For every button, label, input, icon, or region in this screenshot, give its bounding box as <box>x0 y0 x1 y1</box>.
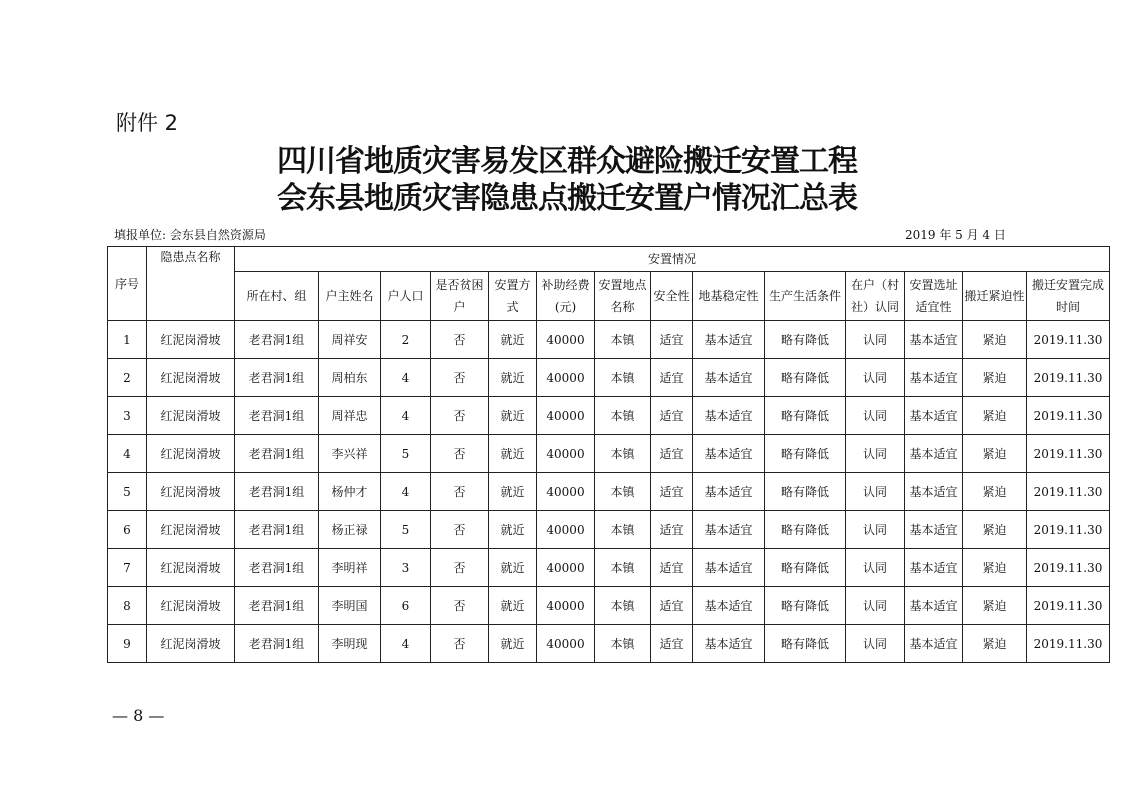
table-row <box>108 359 1110 397</box>
table-cell: 红泥岗滑坡 <box>147 435 235 473</box>
table-cell: 6 <box>108 511 147 549</box>
table-cell: 就近 <box>489 359 537 397</box>
table-cell: 紧迫 <box>963 549 1027 587</box>
table-cell: 2019.11.30 <box>1027 359 1110 397</box>
table-cell: 杨仲才 <box>319 473 381 511</box>
table-cell: 基本适宜 <box>905 321 963 359</box>
table-cell: 2019.11.30 <box>1027 435 1110 473</box>
table-cell: 认同 <box>846 397 905 435</box>
table-cell: 老君洞1组 <box>235 625 319 663</box>
table-cell: 适宜 <box>651 359 693 397</box>
table-cell: 基本适宜 <box>693 435 765 473</box>
subheader-cell: 搬迁紧迫性 <box>963 272 1027 321</box>
table-cell: 否 <box>431 397 489 435</box>
table-cell: 4 <box>108 435 147 473</box>
table-cell: 老君洞1组 <box>235 397 319 435</box>
table-cell: 认同 <box>846 473 905 511</box>
table-cell: 适宜 <box>651 321 693 359</box>
table-cell: 8 <box>108 587 147 625</box>
table-cell: 就近 <box>489 397 537 435</box>
table-row <box>108 511 1110 549</box>
table-cell: 2019.11.30 <box>1027 587 1110 625</box>
table-cell: 李明国 <box>319 587 381 625</box>
table-row <box>108 549 1110 587</box>
table-cell: 4 <box>381 625 431 663</box>
table-row <box>108 435 1110 473</box>
subheader-cell: 是否贫困户 <box>431 272 489 321</box>
table-cell: 老君洞1组 <box>235 511 319 549</box>
table-cell: 认同 <box>846 511 905 549</box>
table-cell: 略有降低 <box>765 359 846 397</box>
table-cell: 否 <box>431 587 489 625</box>
subheader-cell: 安全性 <box>651 272 693 321</box>
table-cell: 1 <box>108 321 147 359</box>
table-cell: 2019.11.30 <box>1027 473 1110 511</box>
table-cell: 3 <box>108 397 147 435</box>
table-cell: 老君洞1组 <box>235 473 319 511</box>
table-cell: 认同 <box>846 359 905 397</box>
table-cell: 5 <box>381 435 431 473</box>
table-cell: 2 <box>108 359 147 397</box>
table-cell: 7 <box>108 549 147 587</box>
table-cell: 适宜 <box>651 625 693 663</box>
table-cell: 老君洞1组 <box>235 435 319 473</box>
table-cell: 基本适宜 <box>693 511 765 549</box>
table-row <box>108 625 1110 663</box>
table-cell: 就近 <box>489 511 537 549</box>
table-cell: 基本适宜 <box>905 473 963 511</box>
table-cell: 基本适宜 <box>693 321 765 359</box>
table-cell: 40000 <box>537 587 595 625</box>
table-cell: 本镇 <box>595 549 651 587</box>
table-cell: 否 <box>431 359 489 397</box>
subheader-cell: 户人口 <box>381 272 431 321</box>
subheader-cell: 安置方式 <box>489 272 537 321</box>
table-cell: 基本适宜 <box>905 435 963 473</box>
table-cell: 2019.11.30 <box>1027 321 1110 359</box>
table-cell: 2019.11.30 <box>1027 511 1110 549</box>
table-cell: 略有降低 <box>765 549 846 587</box>
table-cell: 4 <box>381 397 431 435</box>
table-cell: 红泥岗滑坡 <box>147 625 235 663</box>
table-cell: 认同 <box>846 321 905 359</box>
header-group: 安置情况 <box>235 247 1110 272</box>
table-cell: 基本适宜 <box>905 511 963 549</box>
table-cell: 2019.11.30 <box>1027 397 1110 435</box>
table-cell: 2019.11.30 <box>1027 549 1110 587</box>
table-cell: 适宜 <box>651 511 693 549</box>
table-cell: 红泥岗滑坡 <box>147 359 235 397</box>
attachment-label: 附件 2 <box>116 111 179 135</box>
table-cell: 适宜 <box>651 587 693 625</box>
table-cell: 认同 <box>846 549 905 587</box>
header-row-1 <box>108 247 1110 272</box>
table-cell: 认同 <box>846 625 905 663</box>
table-cell: 基本适宜 <box>905 549 963 587</box>
table-cell: 基本适宜 <box>693 397 765 435</box>
table-cell: 基本适宜 <box>905 625 963 663</box>
table-cell: 就近 <box>489 549 537 587</box>
table-cell: 略有降低 <box>765 321 846 359</box>
table-cell: 本镇 <box>595 473 651 511</box>
table-cell: 基本适宜 <box>693 549 765 587</box>
subheader-cell: 户主姓名 <box>319 272 381 321</box>
table-cell: 略有降低 <box>765 397 846 435</box>
subheader-cell: 生产生活条件 <box>765 272 846 321</box>
table-cell: 基本适宜 <box>693 625 765 663</box>
table-cell: 否 <box>431 511 489 549</box>
table-cell: 适宜 <box>651 473 693 511</box>
table-row <box>108 473 1110 511</box>
table-cell: 周祥安 <box>319 321 381 359</box>
table-cell: 认同 <box>846 587 905 625</box>
table-cell: 3 <box>381 549 431 587</box>
table-cell: 红泥岗滑坡 <box>147 397 235 435</box>
subheader-cell: 在户（村社）认同 <box>846 272 905 321</box>
table-cell: 否 <box>431 549 489 587</box>
table-cell: 40000 <box>537 397 595 435</box>
table-cell: 4 <box>381 473 431 511</box>
table-cell: 紧迫 <box>963 397 1027 435</box>
table-cell: 老君洞1组 <box>235 549 319 587</box>
subheader-cell: 搬迁安置完成时间 <box>1027 272 1110 321</box>
table-cell: 就近 <box>489 435 537 473</box>
table-row <box>108 321 1110 359</box>
table-cell: 李明祥 <box>319 549 381 587</box>
table-cell: 本镇 <box>595 625 651 663</box>
table-cell: 紧迫 <box>963 511 1027 549</box>
table-cell: 否 <box>431 321 489 359</box>
table-cell: 周柏东 <box>319 359 381 397</box>
table-cell: 红泥岗滑坡 <box>147 511 235 549</box>
table-cell: 2019.11.30 <box>1027 625 1110 663</box>
table-cell: 否 <box>431 625 489 663</box>
table-cell: 40000 <box>537 435 595 473</box>
table-cell: 9 <box>108 625 147 663</box>
table-cell: 红泥岗滑坡 <box>147 321 235 359</box>
table-cell: 略有降低 <box>765 587 846 625</box>
document-title-line2: 会东县地质灾害隐患点搬迁安置户情况汇总表 <box>277 181 857 216</box>
table-cell: 本镇 <box>595 321 651 359</box>
table-cell: 略有降低 <box>765 473 846 511</box>
table-cell: 5 <box>381 511 431 549</box>
table-cell: 紧迫 <box>963 359 1027 397</box>
table-row <box>108 397 1110 435</box>
table-cell: 40000 <box>537 473 595 511</box>
page-number: — 8 — <box>112 706 165 725</box>
table-cell: 略有降低 <box>765 511 846 549</box>
table-cell: 杨正禄 <box>319 511 381 549</box>
table-cell: 适宜 <box>651 397 693 435</box>
table-cell: 老君洞1组 <box>235 321 319 359</box>
table-cell: 40000 <box>537 321 595 359</box>
subheader-cell: 安置地点名称 <box>595 272 651 321</box>
table-cell: 40000 <box>537 511 595 549</box>
table-cell: 红泥岗滑坡 <box>147 549 235 587</box>
table-cell: 红泥岗滑坡 <box>147 473 235 511</box>
table-cell: 否 <box>431 435 489 473</box>
table-cell: 基本适宜 <box>905 359 963 397</box>
header-index: 序号 <box>108 247 147 321</box>
table-cell: 否 <box>431 473 489 511</box>
table-cell: 本镇 <box>595 511 651 549</box>
table-cell: 就近 <box>489 473 537 511</box>
header-site: 隐患点名称 <box>147 247 235 321</box>
subheader-cell: 安置选址适宜性 <box>905 272 963 321</box>
table-cell: 6 <box>381 587 431 625</box>
table-cell: 老君洞1组 <box>235 359 319 397</box>
table-cell: 基本适宜 <box>905 397 963 435</box>
filing-unit: 填报单位: 会东县自然资源局 <box>114 228 266 242</box>
table-cell: 略有降低 <box>765 435 846 473</box>
table-cell: 紧迫 <box>963 473 1027 511</box>
table-cell: 40000 <box>537 625 595 663</box>
header-row-2 <box>108 272 1110 321</box>
table-row <box>108 587 1110 625</box>
subheader-cell: 地基稳定性 <box>693 272 765 321</box>
table-cell: 紧迫 <box>963 321 1027 359</box>
subheader-cell: 所在村、组 <box>235 272 319 321</box>
table-cell: 2 <box>381 321 431 359</box>
table-cell: 适宜 <box>651 549 693 587</box>
table-cell: 就近 <box>489 625 537 663</box>
table-cell: 本镇 <box>595 359 651 397</box>
table-cell: 本镇 <box>595 397 651 435</box>
report-date: 2019 年 5 月 4 日 <box>905 228 1006 242</box>
table-cell: 周祥忠 <box>319 397 381 435</box>
table-cell: 略有降低 <box>765 625 846 663</box>
table-cell: 李明现 <box>319 625 381 663</box>
table-cell: 基本适宜 <box>693 473 765 511</box>
table-cell: 认同 <box>846 435 905 473</box>
subheader-cell: 补助经费(元) <box>537 272 595 321</box>
table-cell: 紧迫 <box>963 625 1027 663</box>
table-cell: 本镇 <box>595 587 651 625</box>
table-cell: 适宜 <box>651 435 693 473</box>
table-cell: 老君洞1组 <box>235 587 319 625</box>
table-cell: 基本适宜 <box>693 359 765 397</box>
table-cell: 本镇 <box>595 435 651 473</box>
table-cell: 紧迫 <box>963 587 1027 625</box>
table-cell: 基本适宜 <box>693 587 765 625</box>
table-cell: 李兴祥 <box>319 435 381 473</box>
table-cell: 40000 <box>537 359 595 397</box>
summary-table <box>107 246 1110 663</box>
table-cell: 40000 <box>537 549 595 587</box>
table-cell: 就近 <box>489 587 537 625</box>
table-cell: 红泥岗滑坡 <box>147 587 235 625</box>
table-cell: 5 <box>108 473 147 511</box>
table-cell: 4 <box>381 359 431 397</box>
table-cell: 紧迫 <box>963 435 1027 473</box>
table-cell: 就近 <box>489 321 537 359</box>
table-cell: 基本适宜 <box>905 587 963 625</box>
document-title-line1: 四川省地质灾害易发区群众避险搬迁安置工程 <box>277 144 857 179</box>
